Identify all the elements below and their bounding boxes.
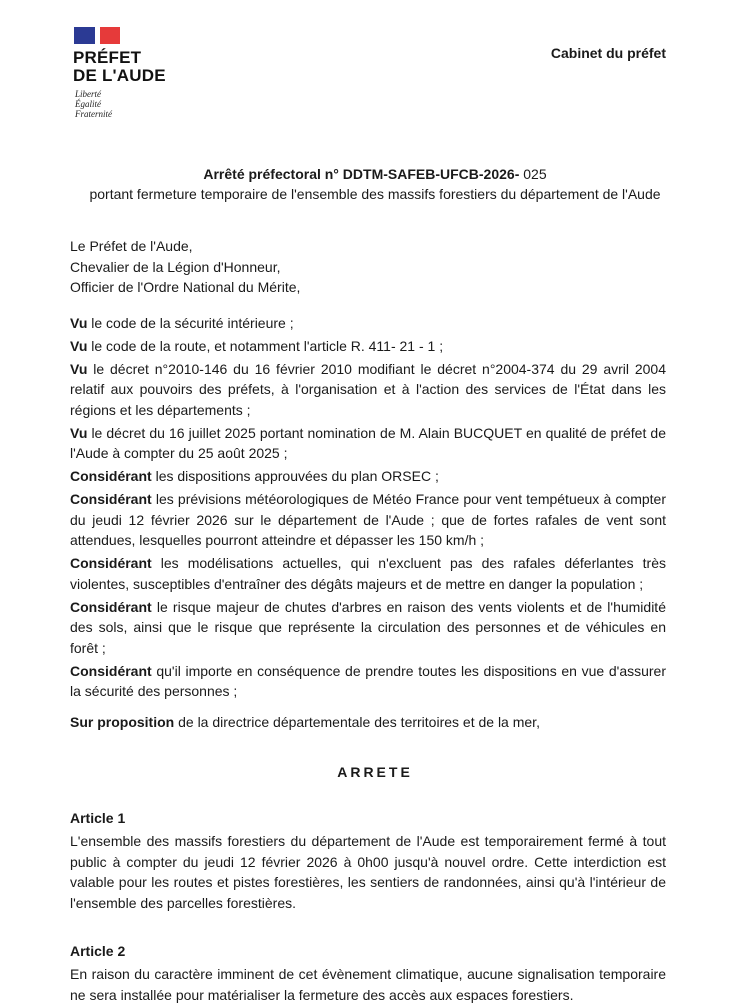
paragraph-text: le décret n°2010-146 du 16 février 2010 modifiant le décret n°2004-374 du 29 avril 2004 relatif aux pouvoirs des préfets, à l'organisation et à l'action des services de l'État dans les régions et les départements ; <box>70 360 666 418</box>
paragraph-lead: Considérant <box>70 491 152 507</box>
paragraph-text: qu'il importe en conséquence de prendre toutes les dispositions en vue d'assurer la sécurité des personnes ; <box>70 662 666 699</box>
preamble-line: Officier de l'Ordre National du Mérite, <box>70 279 301 295</box>
title-number: 025 <box>519 166 547 182</box>
paragraph-text: le code de la sécurité intérieure ; <box>87 314 294 331</box>
paragraph-lead: Vu <box>70 424 88 441</box>
considerant-paragraph <box>70 466 666 487</box>
marianne-logo <box>74 27 120 44</box>
title-bold: Arrêté préfectoral n° DDTM-SAFEB-UFCB-2026- <box>203 166 520 182</box>
paragraph-text: les prévisions météorologiques de Météo France pour vent tempétueux à compter du jeudi 12 février 2026 sur le département de l'Aude ; que de fortes rafales de vent sont attendues, lesquelles pourront atteindre et dépasser les 150 km/h ; <box>70 491 666 548</box>
paragraph-lead: Considérant <box>70 662 152 679</box>
paragraph-text: les modélisations actuelles, qui n'excluent pas des rafales déferlantes très violentes, susceptibles d'entraîner des dégâts majeurs et de mettre en danger la population ; <box>70 555 666 592</box>
paragraph-text: le risque majeur de chutes d'arbres en raison des vents violents et de l'humidité des sols, ainsi que le risque que représente la circulation des personnes et de véhicules en forêt ; <box>70 598 666 656</box>
paragraph-text: le décret du 16 juillet 2025 portant nomination de M. Alain BUCQUET en qualité de préfet de l'Aude à compter du 25 août 2025 ; <box>70 424 666 461</box>
considerant-paragraph <box>70 359 666 421</box>
paragraph-lead: Considérant <box>70 468 152 484</box>
office-name: Cabinet du préfet <box>550 45 666 61</box>
logo-line: PRÉFET <box>73 48 142 67</box>
paragraph-lead: Considérant <box>70 598 152 615</box>
considerant-paragraph <box>70 712 666 733</box>
article-2-text: En raison du caractère imminent de cet évènement climatique, aucune signalisation temporaire ne sera installée pour matérialiser la fermeture des accès aux espaces forestiers. <box>70 966 666 1003</box>
considerant-paragraph <box>70 489 666 551</box>
considerant-paragraph <box>70 597 666 659</box>
document-body <box>0 164 750 1005</box>
title-subtitle: portant fermeture temporaire de l'ensemble des massifs forestiers du département de l'Aude <box>89 186 661 202</box>
paragraph-lead: Sur proposition <box>70 713 175 730</box>
paragraph-text: le code de la route, et notamment l'article R. 411- 21 - 1 ; <box>87 337 444 354</box>
preamble-line: Le Préfet de l'Aude, <box>70 238 193 254</box>
motto-line: Égalité <box>75 99 101 109</box>
paragraph-lead: Vu <box>70 337 88 354</box>
paragraph-lead: Considérant <box>70 555 152 571</box>
preamble <box>70 236 666 298</box>
considerant-paragraph <box>70 423 666 464</box>
decision-heading: ARRETE <box>337 764 413 780</box>
prefecture-logo-text <box>73 49 166 85</box>
paragraph-text: de la directrice départementale des territoires et de la mer, <box>174 713 540 730</box>
considerant-paragraph <box>70 661 666 702</box>
considerant-paragraph <box>70 553 666 594</box>
document-title <box>0 164 750 204</box>
considerant-paragraph <box>70 313 666 334</box>
considerants <box>0 313 750 733</box>
article-2-title: Article 2 <box>70 943 126 959</box>
motto-line: Liberté <box>75 89 101 99</box>
logo-line: DE L'AUDE <box>73 66 166 85</box>
considerant-paragraph <box>70 336 666 357</box>
motto <box>75 89 112 119</box>
article-1-text: L'ensemble des massifs forestiers du département de l'Aude est temporairement fermé à tout public à compter du jeudi 12 février 2026 à 0h00 jusqu'à nouvel ordre. Cette interdiction est valable pour les routes et pistes forestières, les sentiers de randonnées, ainsi qu'à l'intérieur de l'ensemble des parcelles forestières. <box>70 833 666 911</box>
paragraph-lead: Vu <box>70 314 88 331</box>
paragraph-lead: Vu <box>70 360 88 377</box>
motto-line: Fraternité <box>75 109 112 119</box>
paragraph-text: les dispositions approuvées du plan ORSEC ; <box>151 468 439 484</box>
article-1-title: Article 1 <box>70 810 126 826</box>
preamble-line: Chevalier de la Légion d'Honneur, <box>70 258 281 275</box>
